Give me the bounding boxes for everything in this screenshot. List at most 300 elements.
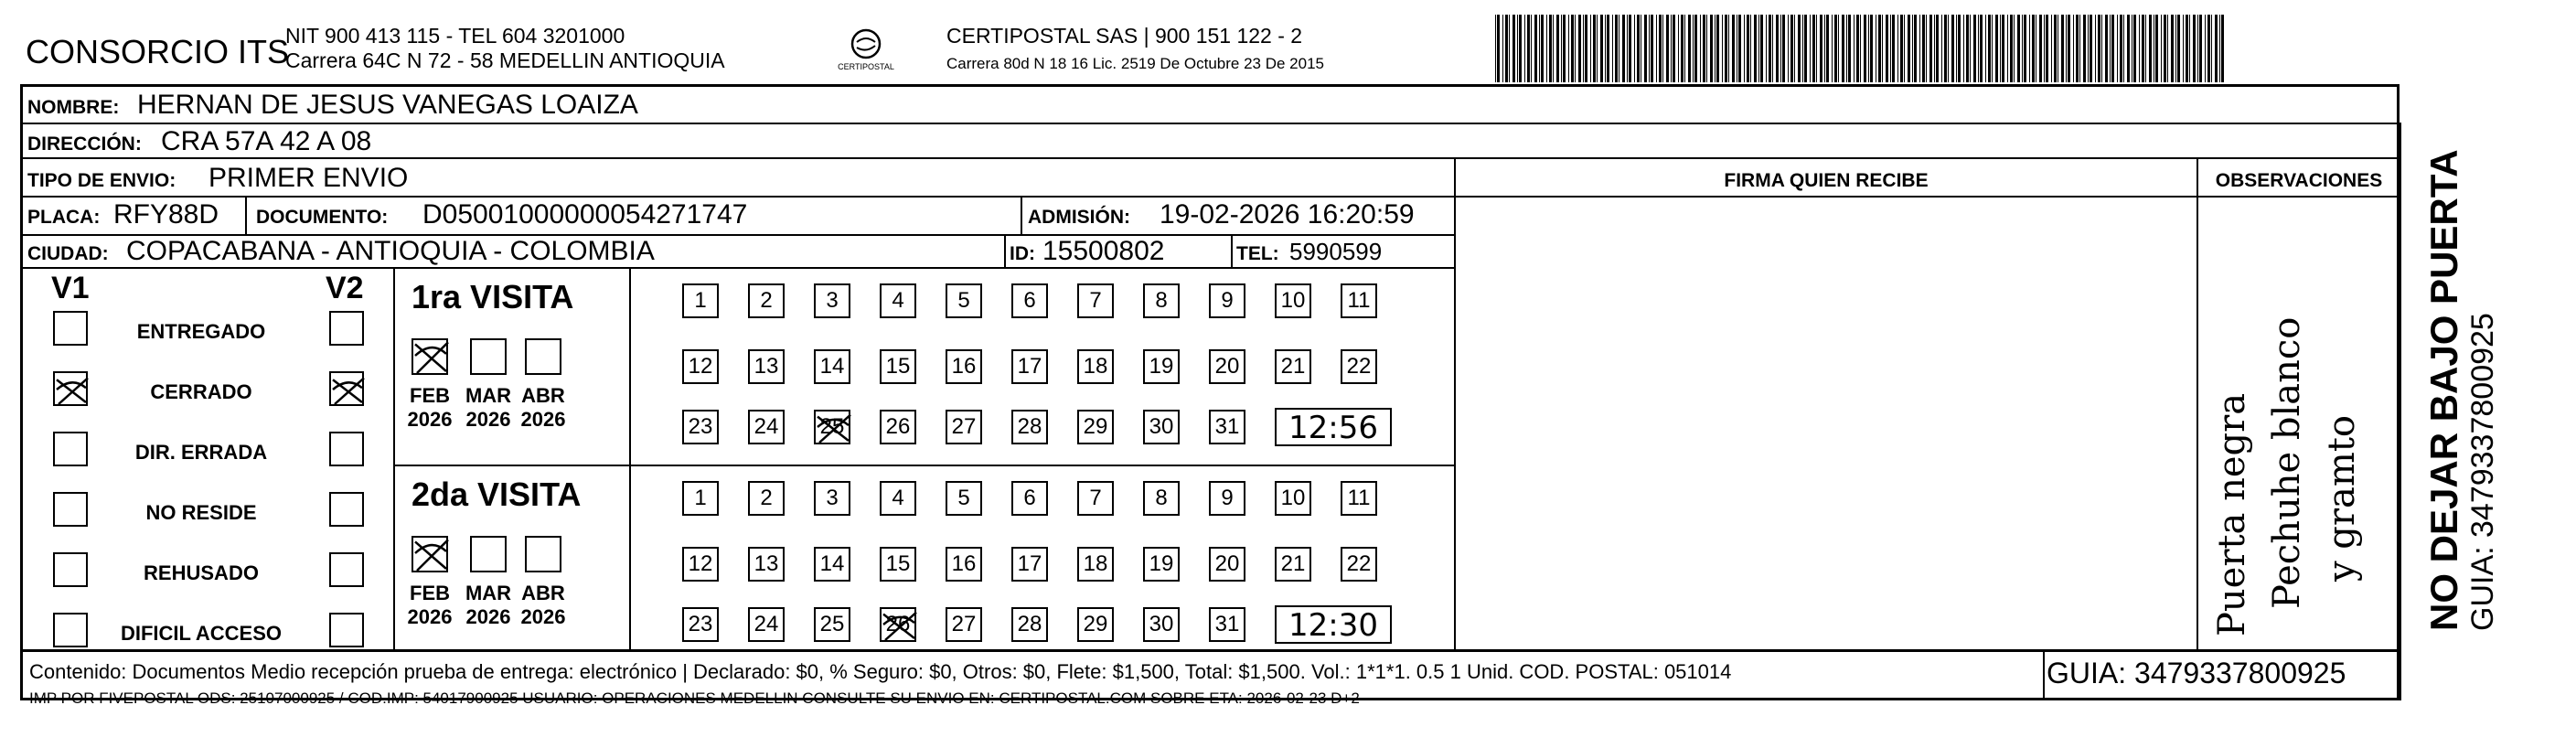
id-label: ID: [1010,243,1035,264]
barcode-bar [1882,15,1883,82]
placa-label: PLACA: [27,207,101,228]
barcode-bar [1497,15,1500,82]
divider [2197,157,2198,649]
barcode-bar [1798,15,1801,82]
barcode-bar [1553,15,1554,82]
visit-2-month-checkbox[interactable] [470,536,507,572]
barcode-bar [2186,15,2188,82]
v1-checkbox-dificil-acceso[interactable] [53,613,88,647]
company-name: CONSORCIO ITS [26,33,290,70]
barcode-bar [1568,15,1569,82]
visit-1-day[interactable]: 11 [1341,283,1377,318]
barcode-bar [1782,15,1785,82]
visit-1-day[interactable]: 3 [814,283,850,318]
barcode-bar [1776,15,1779,82]
barcode-bar [1750,15,1751,82]
visit-2-day[interactable]: 23 [682,607,719,642]
barcode-bar [2044,15,2045,82]
visit-1-day[interactable]: 4 [880,283,916,318]
visit-2-day[interactable]: 9 [1209,481,1245,516]
barcode-bar [1738,15,1741,82]
visit-2-day[interactable]: 22 [1341,547,1377,582]
barcode-bar [1944,15,1947,82]
visit-1-day[interactable]: 8 [1143,283,1180,318]
tel-label: TEL: [1236,243,1279,264]
barcode-bar [1826,15,1829,82]
visit-1-day[interactable]: 26 [880,410,916,444]
barcode-bar [2079,15,2080,82]
visit-1-day[interactable]: 12 [682,349,719,384]
documento-label: DOCUMENTO: [256,207,389,228]
barcode-bar [2215,15,2218,82]
barcode-bar [1534,15,1537,82]
barcode-bar [1747,15,1749,82]
barcode-bar [1890,15,1891,82]
visit-1-month-checkbox[interactable] [525,338,561,375]
barcode-bar [1892,15,1895,82]
barcode-bar [1978,15,1979,82]
visit-1-day[interactable]: 27 [946,410,982,444]
barcode-bar [1597,15,1598,82]
barcode-bar [1694,15,1697,82]
visit-1-day[interactable]: 19 [1143,349,1180,384]
barcode-bar [1832,15,1833,82]
barcode-bar [2066,15,2067,82]
barcode-bar [1688,15,1691,82]
barcode-bar [1590,15,1591,82]
barcode-bar [1794,15,1795,82]
barcode-bar [2164,15,2166,82]
visit-2-day[interactable]: 18 [1077,547,1114,582]
barcode-bar [1512,15,1515,82]
divider [1231,234,1233,267]
visit-2-day[interactable]: 16 [946,547,982,582]
barcode-bar [1615,15,1618,82]
divider [20,123,2400,124]
barcode-bar [2088,15,2089,82]
visit-2-day[interactable]: 31 [1209,607,1245,642]
barcode-bar [1744,15,1745,82]
observacion-note: y gramto [2321,415,2363,582]
visit-2-day[interactable]: 29 [1077,607,1114,642]
visit-2-day[interactable]: 8 [1143,481,1180,516]
visit-2-day[interactable]: 21 [1275,547,1311,582]
barcode-bar [1556,15,1559,82]
barcode-bar [2133,15,2136,82]
divider [245,196,247,234]
barcode-bar [1958,15,1961,82]
barcode-bar [1656,15,1657,82]
barcode-bar [1583,15,1584,82]
v1-checkbox-entregado[interactable] [53,311,88,346]
barcode-bar [1810,15,1811,82]
barcode-bar [1634,15,1635,82]
divider [393,465,1454,466]
visit-2-day[interactable]: 3 [814,481,850,516]
barcode-bar [2083,15,2086,82]
divider [20,267,1454,269]
barcode-bar [2193,15,2196,82]
barcode-bar [2076,15,2079,82]
barcode-bar [2029,15,2030,82]
barcode-bar [1868,15,1869,82]
visit-2-day[interactable]: 13 [748,547,785,582]
barcode-bar [1834,15,1837,82]
barcode-bar [1622,15,1625,82]
barcode-bar [2051,15,2052,82]
visit-2-day[interactable]: 17 [1011,547,1048,582]
visit-2-day[interactable]: 12 [682,547,719,582]
visit-1-day[interactable]: 23 [682,410,719,444]
barcode-bar [1804,15,1807,82]
visit-1-day[interactable]: 6 [1011,283,1048,318]
visit-1-day[interactable]: 15 [880,349,916,384]
barcode-bar [1612,15,1613,82]
observacion-note: Pechuhe blanco [2266,316,2308,609]
v2-checkbox-no-reside[interactable] [329,492,364,527]
visit-2-day[interactable]: 7 [1077,481,1114,516]
barcode-bar [1886,15,1888,82]
barcode-bar [1948,15,1949,82]
firma-header: FIRMA QUIEN RECIBE [1724,170,1929,191]
barcode-bar [1693,15,1694,82]
visit-2-day[interactable]: 25 [814,607,850,642]
barcode-bar [2155,15,2158,82]
divider [20,196,2400,198]
ciudad-value: COPACABANA - ANTIOQUIA - COLOMBIA [126,236,655,266]
barcode-bar [2014,15,2015,82]
status-label-dir-errada: DIR. ERRADA [134,441,268,464]
visit-title-1: 1ra VISITA [412,278,574,315]
status-label-rehusado: REHUSADO [144,561,259,584]
barcode-bar [2054,15,2057,82]
visit-2-day[interactable]: 5 [946,481,982,516]
certipostal-license: Carrera 80d N 18 16 Lic. 2519 De Octubre 23 De 2015 [946,55,1324,72]
barcode-bar [1919,15,1920,82]
visit-1-day[interactable]: 28 [1011,410,1048,444]
divider [629,267,631,649]
barcode-bar [1914,15,1917,82]
company-contact [285,24,725,73]
barcode-bar [2145,15,2146,82]
divider [1454,157,1456,649]
v2-checkbox-dir-errada[interactable] [329,432,364,466]
barcode-bar [2010,15,2013,82]
visit-2-day[interactable]: 26 [880,607,916,642]
visit-2-month-checkbox[interactable] [412,536,448,572]
status-label-no-reside: NO RESIDE [145,501,257,524]
divider [1004,234,1006,267]
barcode-bar [1824,15,1825,82]
direccion-value: CRA 57A 42 A 08 [161,126,372,156]
barcode-bar [2017,15,2020,82]
barcode-bar [1912,15,1913,82]
barcode-bar [2189,15,2190,82]
visit-1-day[interactable]: 18 [1077,349,1114,384]
barcode-bar [1856,15,1859,82]
barcode-bar [1673,15,1675,82]
footer-guia: GUIA: 3479337800925 [2047,657,2346,689]
visit-1-day[interactable]: 20 [1209,349,1245,384]
barcode-bar [1848,15,1851,82]
visit-2-day[interactable]: 11 [1341,481,1377,516]
barcode-bar [1980,15,1983,82]
v1-header: V1 [51,271,90,305]
no-dejar-bajo-puerta: NO DEJAR BAJO PUERTA [2422,149,2465,631]
visit-2-day[interactable]: 1 [682,481,719,516]
barcode-bar [2183,15,2184,82]
visit-1-day[interactable]: 17 [1011,349,1048,384]
barcode-bar [2149,15,2152,82]
barcode-bar [2002,15,2004,82]
tel-value: 5990599 [1289,238,1383,265]
barcode-bar [2207,15,2210,82]
barcode-bar [2111,15,2114,82]
visit-2-day[interactable]: 27 [946,607,982,642]
barcode-bar [2120,15,2122,82]
certipostal-line: CERTIPOSTAL SAS | 900 151 122 - 2 [946,24,1303,48]
barcode-bar [1659,15,1662,82]
barcode-bar [1992,15,1993,82]
barcode-bar [2095,15,2096,82]
barcode-bar [1963,15,1964,82]
visit-1-day[interactable]: 31 [1209,410,1245,444]
visit-2-day[interactable]: 15 [880,547,916,582]
barcode-bar [2211,15,2212,82]
visit-2-month-label: FEB 2026 [407,582,453,628]
barcode-bar [1527,15,1530,82]
visit-1-day[interactable]: 5 [946,283,982,318]
barcode-bar [1671,15,1672,82]
barcode-bar [1722,15,1723,82]
barcode-bar [1509,15,1510,82]
visit-2-day[interactable]: 30 [1143,607,1180,642]
barcode-bar [1666,15,1669,82]
visit-1-day[interactable]: 14 [814,349,850,384]
barcode-bar [1524,15,1525,82]
visit-1-day[interactable]: 2 [748,283,785,318]
visit-2-day[interactable]: 28 [1011,607,1048,642]
barcode-bar [1725,15,1727,82]
barcode [1495,15,2227,82]
barcode-bar [1541,15,1544,82]
barcode-bar [1561,15,1562,82]
barcode-bar [1716,15,1719,82]
barcode-bar [2068,15,2070,82]
visit-2-month-label: ABR 2026 [520,582,566,628]
barcode-bar [1549,15,1552,82]
barcode-bar [1838,15,1839,82]
visit-2-month-label: MAR 2026 [465,582,512,628]
visit-2-day[interactable]: 19 [1143,547,1180,582]
visit-2-day[interactable]: 10 [1275,481,1311,516]
barcode-bar [2123,15,2124,82]
barcode-bar [1934,15,1935,82]
observacion-note: Puerta negra [2211,392,2253,636]
ciudad-label: CIUDAD: [27,243,109,264]
barcode-bar [1922,15,1925,82]
barcode-bar [1637,15,1640,82]
barcode-bar [1710,15,1713,82]
barcode-bar [2171,15,2174,82]
visit-1-day[interactable]: 1 [682,283,719,318]
divider [2400,123,2401,700]
visit-1-month-checkbox[interactable] [470,338,507,375]
barcode-bar [2221,15,2224,82]
barcode-bar [2127,15,2130,82]
barcode-bar [1605,15,1606,82]
admision-value: 19-02-2026 16:20:59 [1160,199,1415,230]
barcode-bar [1897,15,1898,82]
barcode-bar [1593,15,1596,82]
barcode-bar [1495,15,1496,82]
barcode-bar [1754,15,1757,82]
barcode-bar [1651,15,1653,82]
visit-2-day[interactable]: 6 [1011,481,1048,516]
visit-1-day[interactable]: 10 [1275,283,1311,318]
divider [2043,649,2045,700]
barcode-bar [1951,15,1954,82]
barcode-bar [1575,15,1576,82]
barcode-bar [2117,15,2118,82]
barcode-bar [1578,15,1581,82]
barcode-bar [1519,15,1522,82]
status-label-entregado: ENTREGADO [136,320,266,343]
visit-2-day[interactable]: 4 [880,481,916,516]
barcode-bar [1854,15,1855,82]
barcode-bar [2177,15,2180,82]
v1-checkbox-rehusado[interactable] [53,552,88,587]
barcode-bar [1772,15,1773,82]
barcode-bar [1585,15,1587,82]
visit-1-time[interactable]: 12:56 [1275,408,1392,446]
barcode-bar [1788,15,1789,82]
company-address: Carrera 64C N 72 - 58 MEDELLIN ANTIOQUIA [285,48,725,72]
visit-2-day[interactable]: 24 [748,607,785,642]
barcode-bar [2007,15,2008,82]
direccion-label: DIRECCIÓN: [27,134,142,155]
barcode-bar [2161,15,2162,82]
barcode-bar [1790,15,1793,82]
barcode-bar [2205,15,2206,82]
barcode-bar [1878,15,1881,82]
divider [1021,196,1022,234]
v1-checkbox-cerrado[interactable] [53,371,88,406]
barcode-bar [1846,15,1847,82]
tipo-envio-label: TIPO DE ENVIO: [27,170,176,191]
visit-1-day[interactable]: 7 [1077,283,1114,318]
barcode-bar [1760,15,1763,82]
barcode-bar [1780,15,1781,82]
visit-1-day[interactable]: 16 [946,349,982,384]
certipostal-logo [834,26,898,79]
barcode-bar [2000,15,2001,82]
visit-2-day[interactable]: 20 [1209,547,1245,582]
barcode-bar [1820,15,1822,82]
barcode-bar [2061,15,2064,82]
barcode-bar [1929,15,1932,82]
barcode-bar [1563,15,1566,82]
divider [20,157,2400,159]
barcode-bar [1546,15,1547,82]
visit-1-day[interactable]: 30 [1143,410,1180,444]
visit-1-day[interactable]: 13 [748,349,785,384]
barcode-bar [1908,15,1910,82]
barcode-bar [1842,15,1844,82]
barcode-bar [2199,15,2202,82]
barcode-bar [1802,15,1803,82]
barcode-bar [2098,15,2100,82]
visit-1-day[interactable]: 29 [1077,410,1114,444]
barcode-bar [2024,15,2026,82]
barcode-bar [1517,15,1518,82]
visit-1-month-label: ABR 2026 [520,384,566,431]
id-value: 15500802 [1042,236,1165,266]
barcode-bar [2090,15,2092,82]
status-label-cerrado: CERRADO [150,380,252,403]
barcode-bar [1649,15,1650,82]
barcode-bar [1766,15,1767,82]
barcode-bar [1985,15,1986,82]
visit-1-day[interactable]: 24 [748,410,785,444]
barcode-bar [1600,15,1603,82]
logo-icon [834,26,898,79]
visit-2-time[interactable]: 12:30 [1275,605,1392,644]
v2-checkbox-rehusado[interactable] [329,552,364,587]
v2-checkbox-entregado[interactable] [329,311,364,346]
visit-1-day[interactable]: 22 [1341,349,1377,384]
visit-1-month-checkbox[interactable] [412,338,448,375]
barcode-bar [1995,15,1998,82]
barcode-bar [1936,15,1939,82]
visit-1-day[interactable]: 9 [1209,283,1245,318]
barcode-bar [1662,15,1663,82]
barcode-bar [2022,15,2023,82]
barcode-bar [1700,15,1701,82]
barcode-bar [2219,15,2220,82]
barcode-bar [1812,15,1815,82]
divider [393,267,395,649]
visit-1-day[interactable]: 25 [814,410,850,444]
barcode-bar [2197,15,2198,82]
v2-header: V2 [326,271,364,305]
barcode-bar [1973,15,1976,82]
barcode-bar [1627,15,1628,82]
v2-checkbox-cerrado[interactable] [329,371,364,406]
visit-2-day[interactable]: 14 [814,547,850,582]
visit-title-2: 2da VISITA [412,476,582,513]
v2-checkbox-dificil-acceso[interactable] [329,613,364,647]
visit-2-month-checkbox[interactable] [525,536,561,572]
barcode-bar [2139,15,2140,82]
v1-checkbox-no-reside[interactable] [53,492,88,527]
barcode-bar [1684,15,1685,82]
barcode-bar [1681,15,1683,82]
barcode-bar [2167,15,2168,82]
barcode-bar [1531,15,1532,82]
barcode-bar [1988,15,1991,82]
barcode-bar [1539,15,1540,82]
barcode-bar [1941,15,1942,82]
barcode-bar [2105,15,2108,82]
visit-2-day[interactable]: 2 [748,481,785,516]
barcode-bar [2032,15,2035,82]
side-notice [2423,149,2500,631]
tipo-envio-value: PRIMER ENVIO [208,163,409,193]
v1-checkbox-dir-errada[interactable] [53,432,88,466]
visit-1-day[interactable]: 21 [1275,349,1311,384]
nombre-label: NOMBRE: [27,97,120,118]
